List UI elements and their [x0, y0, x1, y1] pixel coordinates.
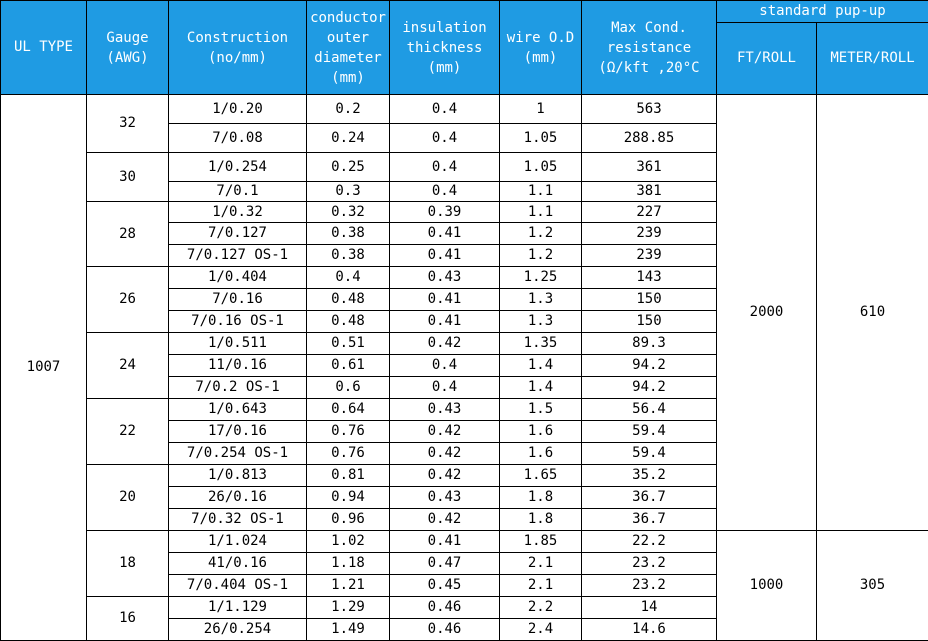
meter-roll-cell: 305: [817, 531, 928, 641]
resistance-cell: 94.2: [582, 377, 717, 399]
wire-od-cell: 1.5: [500, 399, 582, 421]
resistance-cell: 23.2: [582, 575, 717, 597]
conductor-od-cell: 1.49: [307, 619, 390, 641]
construction-cell: 1/0.643: [169, 399, 307, 421]
construction-cell: 7/0.08: [169, 124, 307, 153]
gauge-cell: 32: [87, 95, 169, 153]
wire-od-cell: 1.05: [500, 153, 582, 182]
table-header: [1, 1, 928, 95]
resistance-cell: 36.7: [582, 487, 717, 509]
conductor-od-cell: 0.25: [307, 153, 390, 182]
gauge-cell: 30: [87, 153, 169, 202]
construction-cell: 7/0.254 OS-1: [169, 443, 307, 465]
conductor-od-cell: 0.61: [307, 355, 390, 377]
gauge-cell: 28: [87, 202, 169, 267]
conductor-od-cell: 0.76: [307, 443, 390, 465]
table-row: [1, 531, 928, 553]
insulation-cell: 0.39: [390, 202, 500, 223]
insulation-cell: 0.41: [390, 289, 500, 311]
resistance-cell: 22.2: [582, 531, 717, 553]
insulation-cell: 0.43: [390, 267, 500, 289]
resistance-cell: 14: [582, 597, 717, 619]
insulation-cell: 0.45: [390, 575, 500, 597]
header-ul-type: UL TYPE: [1, 1, 87, 95]
conductor-od-cell: 0.4: [307, 267, 390, 289]
wire-od-cell: 2.1: [500, 575, 582, 597]
insulation-cell: 0.41: [390, 311, 500, 333]
insulation-cell: 0.4: [390, 95, 500, 124]
construction-cell: 7/0.127 OS-1: [169, 245, 307, 267]
conductor-od-cell: 0.81: [307, 465, 390, 487]
insulation-cell: 0.42: [390, 509, 500, 531]
wire-od-cell: 1.6: [500, 421, 582, 443]
insulation-cell: 0.4: [390, 153, 500, 182]
insulation-cell: 0.41: [390, 245, 500, 267]
conductor-od-cell: 0.64: [307, 399, 390, 421]
resistance-cell: 56.4: [582, 399, 717, 421]
insulation-cell: 0.41: [390, 531, 500, 553]
resistance-cell: 36.7: [582, 509, 717, 531]
resistance-cell: 35.2: [582, 465, 717, 487]
resistance-cell: 288.85: [582, 124, 717, 153]
construction-cell: 7/0.2 OS-1: [169, 377, 307, 399]
construction-cell: 26/0.254: [169, 619, 307, 641]
wire-od-cell: 1.2: [500, 223, 582, 245]
construction-cell: 7/0.32 OS-1: [169, 509, 307, 531]
wire-od-cell: 1.35: [500, 333, 582, 355]
wire-od-cell: 1.3: [500, 289, 582, 311]
conductor-od-cell: 1.29: [307, 597, 390, 619]
construction-cell: 1/0.511: [169, 333, 307, 355]
conductor-od-cell: 1.18: [307, 553, 390, 575]
resistance-cell: 150: [582, 311, 717, 333]
gauge-cell: 16: [87, 597, 169, 641]
gauge-cell: 24: [87, 333, 169, 399]
construction-cell: 1/0.32: [169, 202, 307, 223]
insulation-cell: 0.42: [390, 333, 500, 355]
resistance-cell: 14.6: [582, 619, 717, 641]
resistance-cell: 23.2: [582, 553, 717, 575]
wire-od-cell: 1.4: [500, 355, 582, 377]
header-wire-od: wire O.D (mm): [500, 1, 582, 95]
construction-cell: 1/0.813: [169, 465, 307, 487]
gauge-cell: 22: [87, 399, 169, 465]
ft-roll-cell: 2000: [717, 95, 817, 531]
conductor-od-cell: 0.2: [307, 95, 390, 124]
resistance-cell: 381: [582, 182, 717, 202]
gauge-cell: 20: [87, 465, 169, 531]
wire-od-cell: 2.1: [500, 553, 582, 575]
header-gauge: Gauge (AWG): [87, 1, 169, 95]
wire-od-cell: 1.6: [500, 443, 582, 465]
ul-type-cell: 1007: [1, 95, 87, 641]
conductor-od-cell: 0.76: [307, 421, 390, 443]
wire-od-cell: 1.25: [500, 267, 582, 289]
insulation-cell: 0.4: [390, 355, 500, 377]
header-standard: standard pup-up: [717, 1, 928, 23]
ft-roll-cell: 1000: [717, 531, 817, 641]
insulation-cell: 0.43: [390, 399, 500, 421]
construction-cell: 7/0.404 OS-1: [169, 575, 307, 597]
resistance-cell: 89.3: [582, 333, 717, 355]
resistance-cell: 227: [582, 202, 717, 223]
wire-od-cell: 1.3: [500, 311, 582, 333]
header-resistance: Max Cond. resistance (Ω/kft ,20°C: [582, 1, 717, 95]
insulation-cell: 0.46: [390, 597, 500, 619]
wire-od-cell: 1.85: [500, 531, 582, 553]
header-construction: Construction (no/mm): [169, 1, 307, 95]
construction-cell: 1/1.024: [169, 531, 307, 553]
conductor-od-cell: 0.3: [307, 182, 390, 202]
table-row: [1, 95, 928, 124]
wire-od-cell: 2.2: [500, 597, 582, 619]
insulation-cell: 0.46: [390, 619, 500, 641]
insulation-cell: 0.47: [390, 553, 500, 575]
conductor-od-cell: 0.38: [307, 245, 390, 267]
insulation-cell: 0.42: [390, 421, 500, 443]
conductor-od-cell: 0.38: [307, 223, 390, 245]
resistance-cell: 143: [582, 267, 717, 289]
construction-cell: 11/0.16: [169, 355, 307, 377]
conductor-od-cell: 0.6: [307, 377, 390, 399]
wire-od-cell: 1.4: [500, 377, 582, 399]
conductor-od-cell: 0.96: [307, 509, 390, 531]
header-conductor-od: conductor outer diameter (mm): [307, 1, 390, 95]
construction-cell: 17/0.16: [169, 421, 307, 443]
header-ft-roll: FT/ROLL: [717, 23, 817, 95]
construction-cell: 7/0.127: [169, 223, 307, 245]
conductor-od-cell: 1.21: [307, 575, 390, 597]
resistance-cell: 563: [582, 95, 717, 124]
construction-cell: 1/0.20: [169, 95, 307, 124]
insulation-cell: 0.43: [390, 487, 500, 509]
conductor-od-cell: 0.48: [307, 311, 390, 333]
construction-cell: 1/1.129: [169, 597, 307, 619]
resistance-cell: 59.4: [582, 421, 717, 443]
construction-cell: 1/0.254: [169, 153, 307, 182]
resistance-cell: 150: [582, 289, 717, 311]
construction-cell: 26/0.16: [169, 487, 307, 509]
insulation-cell: 0.4: [390, 124, 500, 153]
wire-od-cell: 1.1: [500, 182, 582, 202]
wire-od-cell: 1: [500, 95, 582, 124]
conductor-od-cell: 0.94: [307, 487, 390, 509]
conductor-od-cell: 1.02: [307, 531, 390, 553]
meter-roll-cell: 610: [817, 95, 928, 531]
insulation-cell: 0.42: [390, 443, 500, 465]
insulation-cell: 0.42: [390, 465, 500, 487]
insulation-cell: 0.4: [390, 182, 500, 202]
wire-od-cell: 1.05: [500, 124, 582, 153]
construction-cell: 41/0.16: [169, 553, 307, 575]
wire-od-cell: 1.2: [500, 245, 582, 267]
resistance-cell: 239: [582, 223, 717, 245]
construction-cell: 7/0.1: [169, 182, 307, 202]
wire-od-cell: 1.65: [500, 465, 582, 487]
conductor-od-cell: 0.48: [307, 289, 390, 311]
wire-od-cell: 1.8: [500, 509, 582, 531]
wire-od-cell: 1.1: [500, 202, 582, 223]
conductor-od-cell: 0.51: [307, 333, 390, 355]
resistance-cell: 94.2: [582, 355, 717, 377]
gauge-cell: 18: [87, 531, 169, 597]
construction-cell: 1/0.404: [169, 267, 307, 289]
wire-od-cell: 1.8: [500, 487, 582, 509]
header-insulation: insulation thickness (mm): [390, 1, 500, 95]
resistance-cell: 361: [582, 153, 717, 182]
resistance-cell: 239: [582, 245, 717, 267]
construction-cell: 7/0.16 OS-1: [169, 311, 307, 333]
resistance-cell: 59.4: [582, 443, 717, 465]
conductor-od-cell: 0.24: [307, 124, 390, 153]
header-meter-roll: METER/ROLL: [817, 23, 928, 95]
wire-od-cell: 2.4: [500, 619, 582, 641]
conductor-od-cell: 0.32: [307, 202, 390, 223]
table-body: [1, 95, 928, 641]
insulation-cell: 0.41: [390, 223, 500, 245]
gauge-cell: 26: [87, 267, 169, 333]
construction-cell: 7/0.16: [169, 289, 307, 311]
insulation-cell: 0.4: [390, 377, 500, 399]
